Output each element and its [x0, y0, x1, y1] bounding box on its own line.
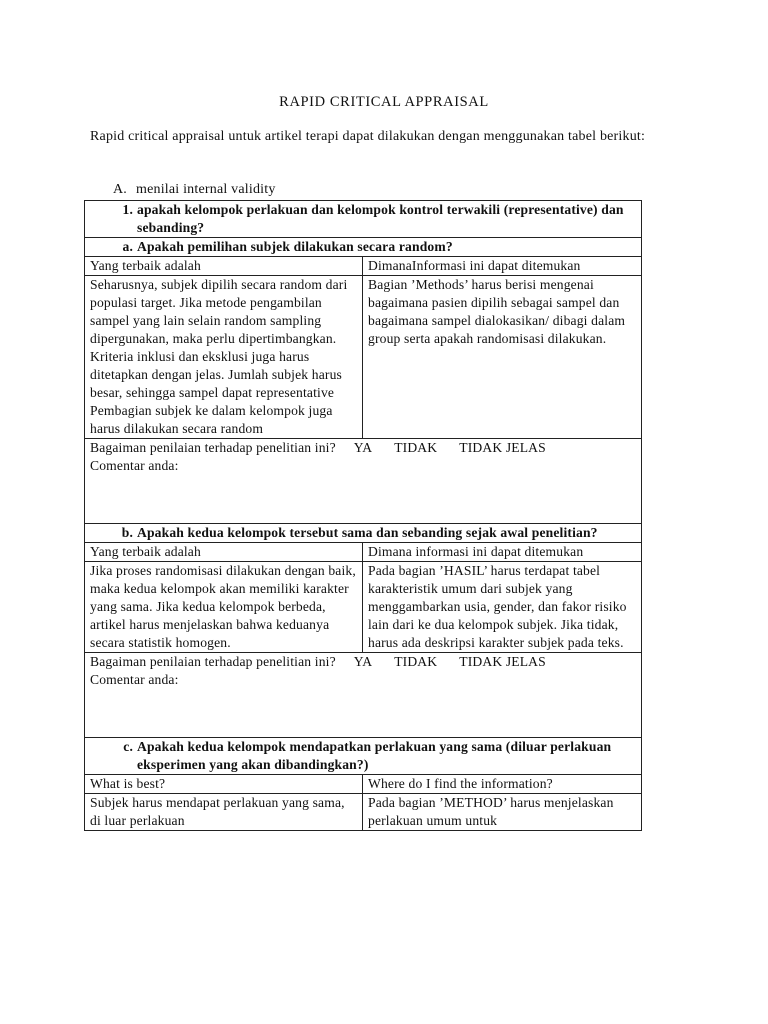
- question-c-col1-body: Subjek harus mendapat perlakuan yang sama, di luar perlakuan: [85, 794, 363, 831]
- question-a-rating-cell: [85, 439, 642, 524]
- question-b-cell: [85, 524, 642, 543]
- question-c-number: c.: [123, 739, 133, 754]
- question-b-rating-row: [85, 653, 642, 738]
- question-1-cell: [85, 201, 642, 238]
- question-1-text: apakah kelompok perlakuan dan kelompok kontrol terwakili (representative) dan sebanding?: [137, 202, 624, 235]
- question-b-option-tidak[interactable]: TIDAK: [394, 654, 438, 669]
- question-a-col2-header: DimanaInformasi ini dapat ditemukan: [363, 257, 642, 276]
- question-a-best-text: Seharusnya, subjek dipilih secara random dari populasi target. Jika metode pengambilan sampel yang lain selain random sampling dipergunakan, maka perlu dipertimbangkan. Kriteria inklusi dan eksklusi juga harus ditetapkan dengan jelas. Jumlah subjek harus besar, sehingga sampel dapat representative: [90, 277, 348, 400]
- question-b-rating-line: [90, 653, 636, 671]
- question-a-text: Apakah pemilihan subjek dilakukan secara random?: [137, 239, 453, 254]
- question-b-rating-cell: [85, 653, 642, 738]
- question-a-header-row: [85, 257, 642, 276]
- question-a-row: [85, 238, 642, 257]
- question-a-option-tidak[interactable]: TIDAK: [394, 440, 438, 455]
- question-c-header-row: [85, 775, 642, 794]
- question-a-comment-label: Comentar anda:: [90, 458, 179, 473]
- question-c-body-row: [85, 794, 642, 831]
- question-a-col1-header: Yang terbaik adalah: [85, 257, 363, 276]
- question-1-row: [85, 201, 642, 238]
- question-a-cell: [85, 238, 642, 257]
- question-c-col1-header: What is best?: [85, 775, 363, 794]
- question-a-body-row: [85, 276, 642, 439]
- question-a-option-tidak-jelas[interactable]: TIDAK JELAS: [459, 440, 546, 455]
- question-b-header-row: [85, 543, 642, 562]
- question-b-col1-header: Yang terbaik adalah: [85, 543, 363, 562]
- question-a-col2-body: Bagian ’Methods’ harus berisi mengenai bagaimana pasien dipilih sebagai sampel dan bagaimana sampel dialokasikan/ dibagi dalam group serta apakah randomisasi dilakukan.: [363, 276, 642, 439]
- question-b-rating-label: Bagaiman penilaian terhadap penelitian ini?: [90, 654, 336, 669]
- section-a-heading: [113, 182, 276, 198]
- section-a-marker: A.: [113, 182, 128, 197]
- question-c-text: Apakah kedua kelompok mendapatkan perlakuan yang sama (diluar perlakuan eksperimen yang akan dibandingkan?): [137, 739, 612, 772]
- question-b-text: Apakah kedua kelompok tersebut sama dan sebanding sejak awal penelitian?: [137, 525, 598, 540]
- question-c-col2-body: Pada bagian ’METHOD’ harus menjelaskan perlakuan umum untuk: [363, 794, 642, 831]
- question-b-option-ya[interactable]: YA: [353, 654, 373, 669]
- question-a-rating-line: [90, 439, 636, 457]
- question-b-col2-body: Pada bagian ’HASIL’ harus terdapat tabel karakteristik umum dari subjek yang menggambarkan usia, gender, dan fakor risiko lain dari ke dua kelompok subjek. Jika tidak, harus ada deskripsi karakter subjek pada teks.: [363, 562, 642, 653]
- question-b-number: b.: [121, 525, 133, 540]
- question-b-col1-body: Jika proses randomisasi dilakukan dengan baik, maka kedua kelompok akan memiliki karakter yang sama. Jika kedua kelompok berbeda, artikel harus menjelaskan bahwa keduanya secara statistik homogen.: [85, 562, 363, 653]
- question-c-cell: [85, 738, 642, 775]
- question-a-col1-body: [85, 276, 363, 439]
- question-a-rating-label: Bagaiman penilaian terhadap penelitian ini?: [90, 440, 336, 455]
- question-c-col2-header: Where do I find the information?: [363, 775, 642, 794]
- question-a-option-ya[interactable]: YA: [353, 440, 373, 455]
- question-a-best-text-2: Pembagian subjek ke dalam kelompok juga harus dilakukan secara random: [90, 403, 333, 436]
- question-c-row: [85, 738, 642, 775]
- question-b-row: [85, 524, 642, 543]
- appraisal-table: [84, 200, 642, 831]
- document-title: RAPID CRITICAL APPRAISAL: [279, 94, 489, 110]
- question-b-body-row: [85, 562, 642, 653]
- question-b-col2-header: Dimana informasi ini dapat ditemukan: [363, 543, 642, 562]
- question-b-comment-label: Comentar anda:: [90, 672, 179, 687]
- question-b-option-tidak-jelas[interactable]: TIDAK JELAS: [459, 654, 546, 669]
- section-a-label: menilai internal validity: [136, 182, 276, 197]
- intro-paragraph: Rapid critical appraisal untuk artikel terapi dapat dilakukan dengan menggunakan tabel berikut:: [90, 129, 646, 144]
- question-a-rating-row: [85, 439, 642, 524]
- question-1-number: 1.: [122, 202, 133, 217]
- question-a-number: a.: [122, 239, 133, 254]
